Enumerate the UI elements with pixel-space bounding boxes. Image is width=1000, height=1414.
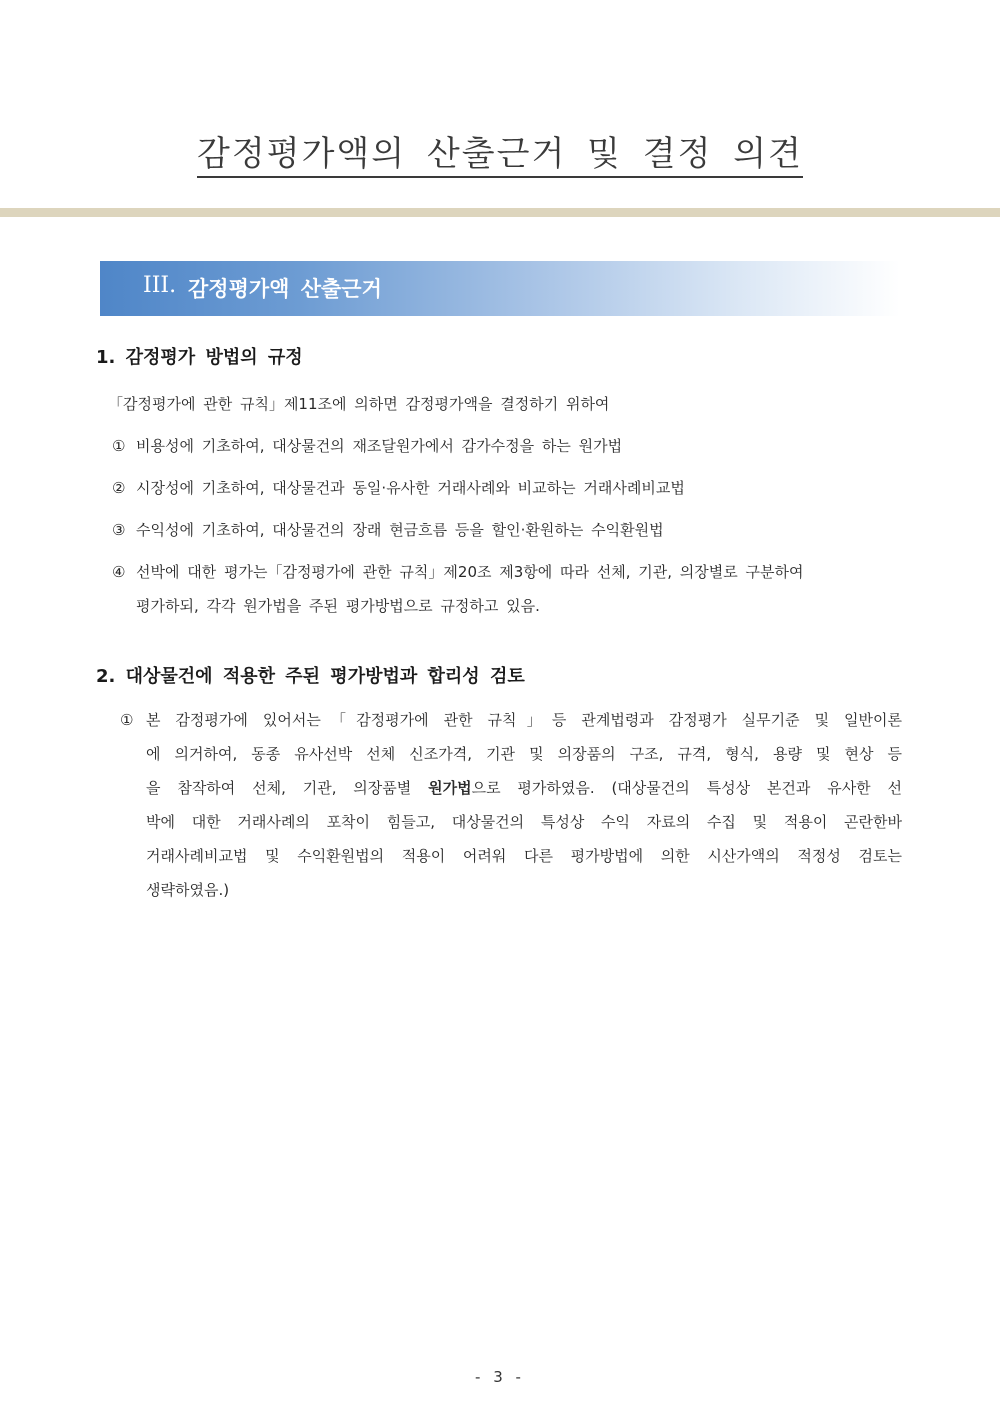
page-title bbox=[0, 126, 1000, 175]
list-item-text: 선박에 대한 평가는「감정평가에 관한 규칙」제20조 제3항에 따라 선체, 기관, 의장별로 구분하여 bbox=[136, 563, 804, 581]
list-item-number: ① bbox=[112, 437, 126, 455]
list-item bbox=[112, 435, 622, 456]
list-item-text: 시장성에 기초하여, 대상물건과 동일·유사한 거래사례와 비교하는 거래사례비교법 bbox=[136, 479, 685, 497]
subsection-heading-1: 1. 감정평가 방법의 규정 bbox=[96, 347, 303, 368]
paragraph-line bbox=[146, 771, 902, 805]
paragraph bbox=[146, 703, 902, 907]
paragraph-line-text: 을 참작하여 선체, 기관, 의장품별 bbox=[146, 779, 429, 797]
list-item-number: ③ bbox=[112, 521, 126, 539]
header-divider bbox=[0, 208, 1000, 217]
list-item-continuation: 평가하되, 각각 원가법을 주된 평가방법으로 규정하고 있음. bbox=[136, 597, 540, 615]
list-item-number: ② bbox=[112, 479, 126, 497]
list-item-text: 비용성에 기초하여, 대상물건의 재조달원가에서 감가수정을 하는 원가법 bbox=[136, 437, 623, 455]
page-number: - 3 - bbox=[475, 1368, 525, 1386]
paragraph-line: 생략하였음.) bbox=[146, 881, 230, 899]
section-roman-numeral: III. bbox=[143, 273, 177, 298]
subsection-heading-2: 2. 대상물건에 적용한 주된 평가방법과 합리성 검토 bbox=[96, 666, 525, 687]
paragraph-number: ① bbox=[120, 711, 134, 729]
paragraph-line: 본 감정평가에 있어서는「감정평가에 관한 규칙」등 관계법령과 감정평가 실무기준 및 일반이론 bbox=[146, 711, 902, 729]
paragraph-line: 박에 대한 거래사례의 포착이 힘들고, 대상물건의 특성상 수익 자료의 수집 및 적용이 곤란한바 bbox=[146, 813, 902, 831]
section-title: 감정평가액 산출근거 bbox=[188, 277, 382, 301]
paragraph-line: 거래사례비교법 및 수익환원법의 적용이 어려워 다른 평가방법에 의한 시산가액의 적정성 검토는 bbox=[146, 847, 902, 865]
list-item bbox=[112, 519, 664, 540]
list-item bbox=[112, 477, 685, 498]
list-item-number: ④ bbox=[112, 563, 126, 581]
page-title-text: 감정평가액의 산출근거 및 결정 의견 bbox=[197, 134, 803, 178]
intro-text: 「감정평가에 관한 규칙」제11조에 의하면 감정평가액을 결정하기 위하여 bbox=[108, 395, 610, 413]
list-item bbox=[112, 561, 804, 582]
section-banner bbox=[100, 261, 900, 316]
paragraph-line: 에 의거하여, 동종 유사선박 선체 신조가격, 기관 및 의장품의 구조, 규격, 형식, 용량 및 현상 등 bbox=[146, 745, 902, 763]
emphasis-text: 원가법 bbox=[428, 779, 472, 797]
paragraph-line-text: 으로 평가하였음. (대상물건의 특성상 본건과 유사한 선 bbox=[471, 779, 902, 797]
list-item-text: 수익성에 기초하여, 대상물건의 장래 현금흐름 등을 할인·환원하는 수익환원법 bbox=[136, 521, 664, 539]
